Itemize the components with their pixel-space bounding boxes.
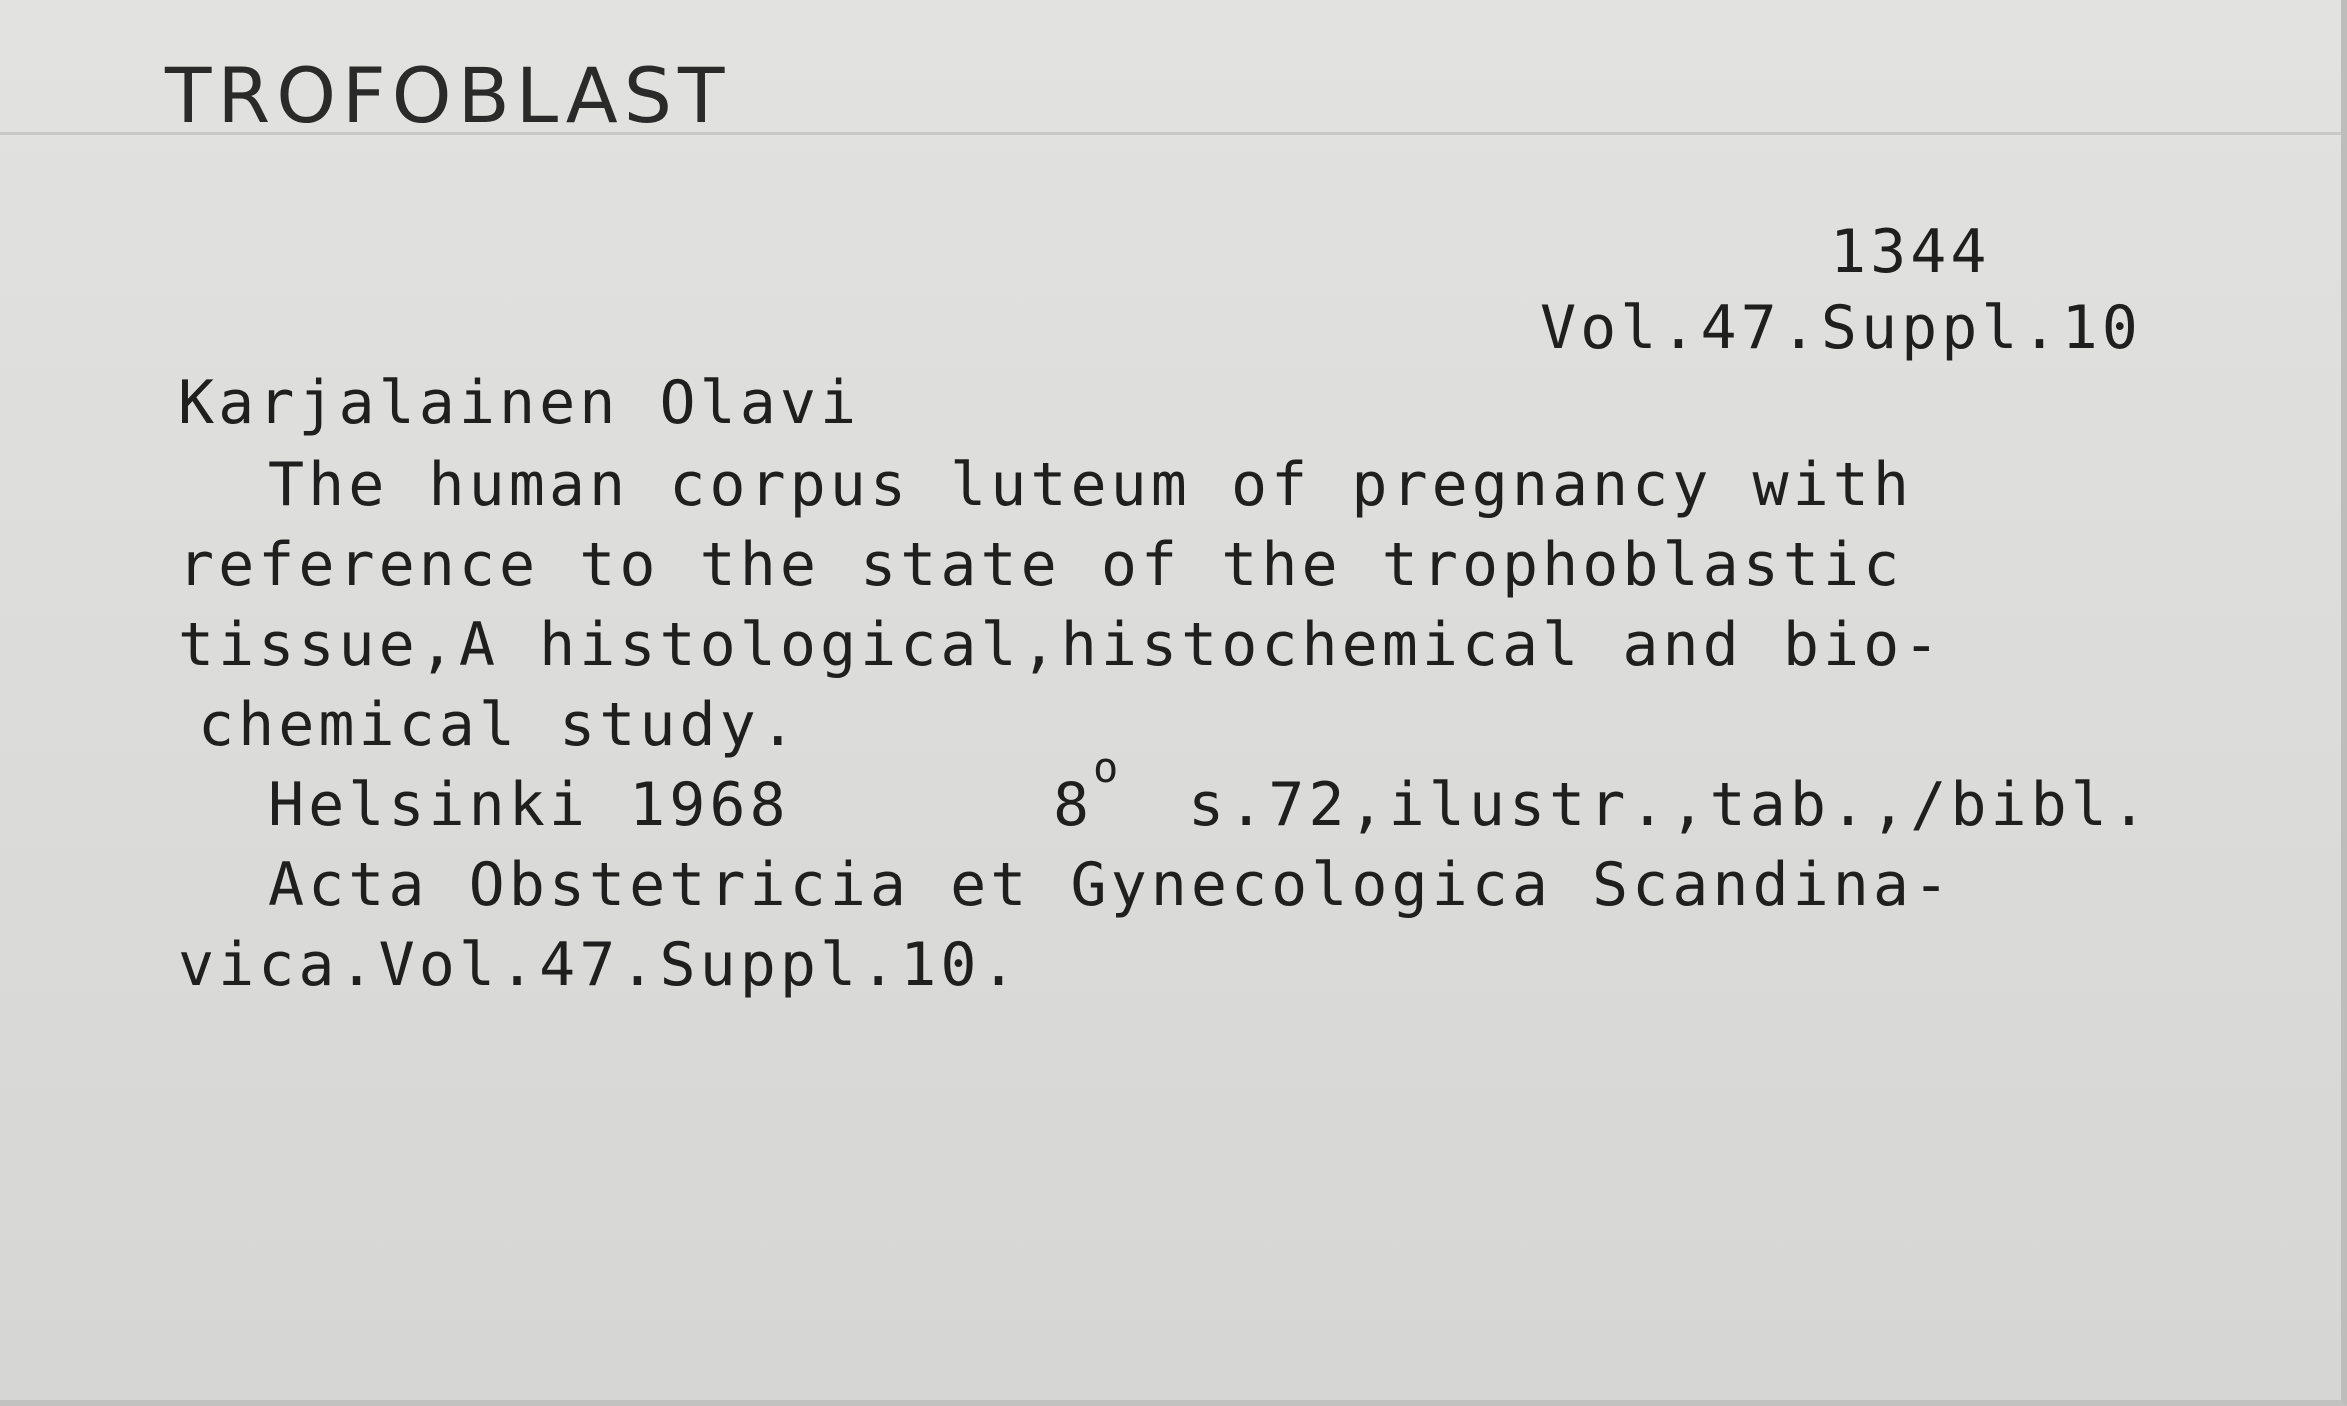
- series-line-1: Acta Obstetricia et Gynecologica Scandina-: [268, 850, 1954, 920]
- title-line-2: reference to the state of the trophoblastic: [178, 530, 1904, 600]
- title-line-3: tissue,A histological,histochemical and bio-: [178, 610, 1944, 680]
- imprint-details: s.72,ilustr.,tab.,/bibl.: [1188, 770, 2151, 840]
- series-line-2: vica.Vol.47.Suppl.10.: [178, 930, 1021, 1000]
- title-line-1: The human corpus luteum of pregnancy with: [268, 450, 1914, 520]
- imprint-place-year: Helsinki 1968: [268, 770, 790, 840]
- subject-heading: TROFOBLAST: [165, 51, 731, 140]
- author-name: Karjalainen Olavi: [178, 368, 861, 438]
- call-number: 1344: [1830, 217, 1991, 287]
- volume-number: Vol.47.Suppl.10: [1540, 293, 2142, 363]
- imprint-format-superscript: o: [1093, 743, 1123, 792]
- title-line-4: chemical study.: [198, 690, 800, 760]
- imprint-format: 8: [1053, 770, 1094, 840]
